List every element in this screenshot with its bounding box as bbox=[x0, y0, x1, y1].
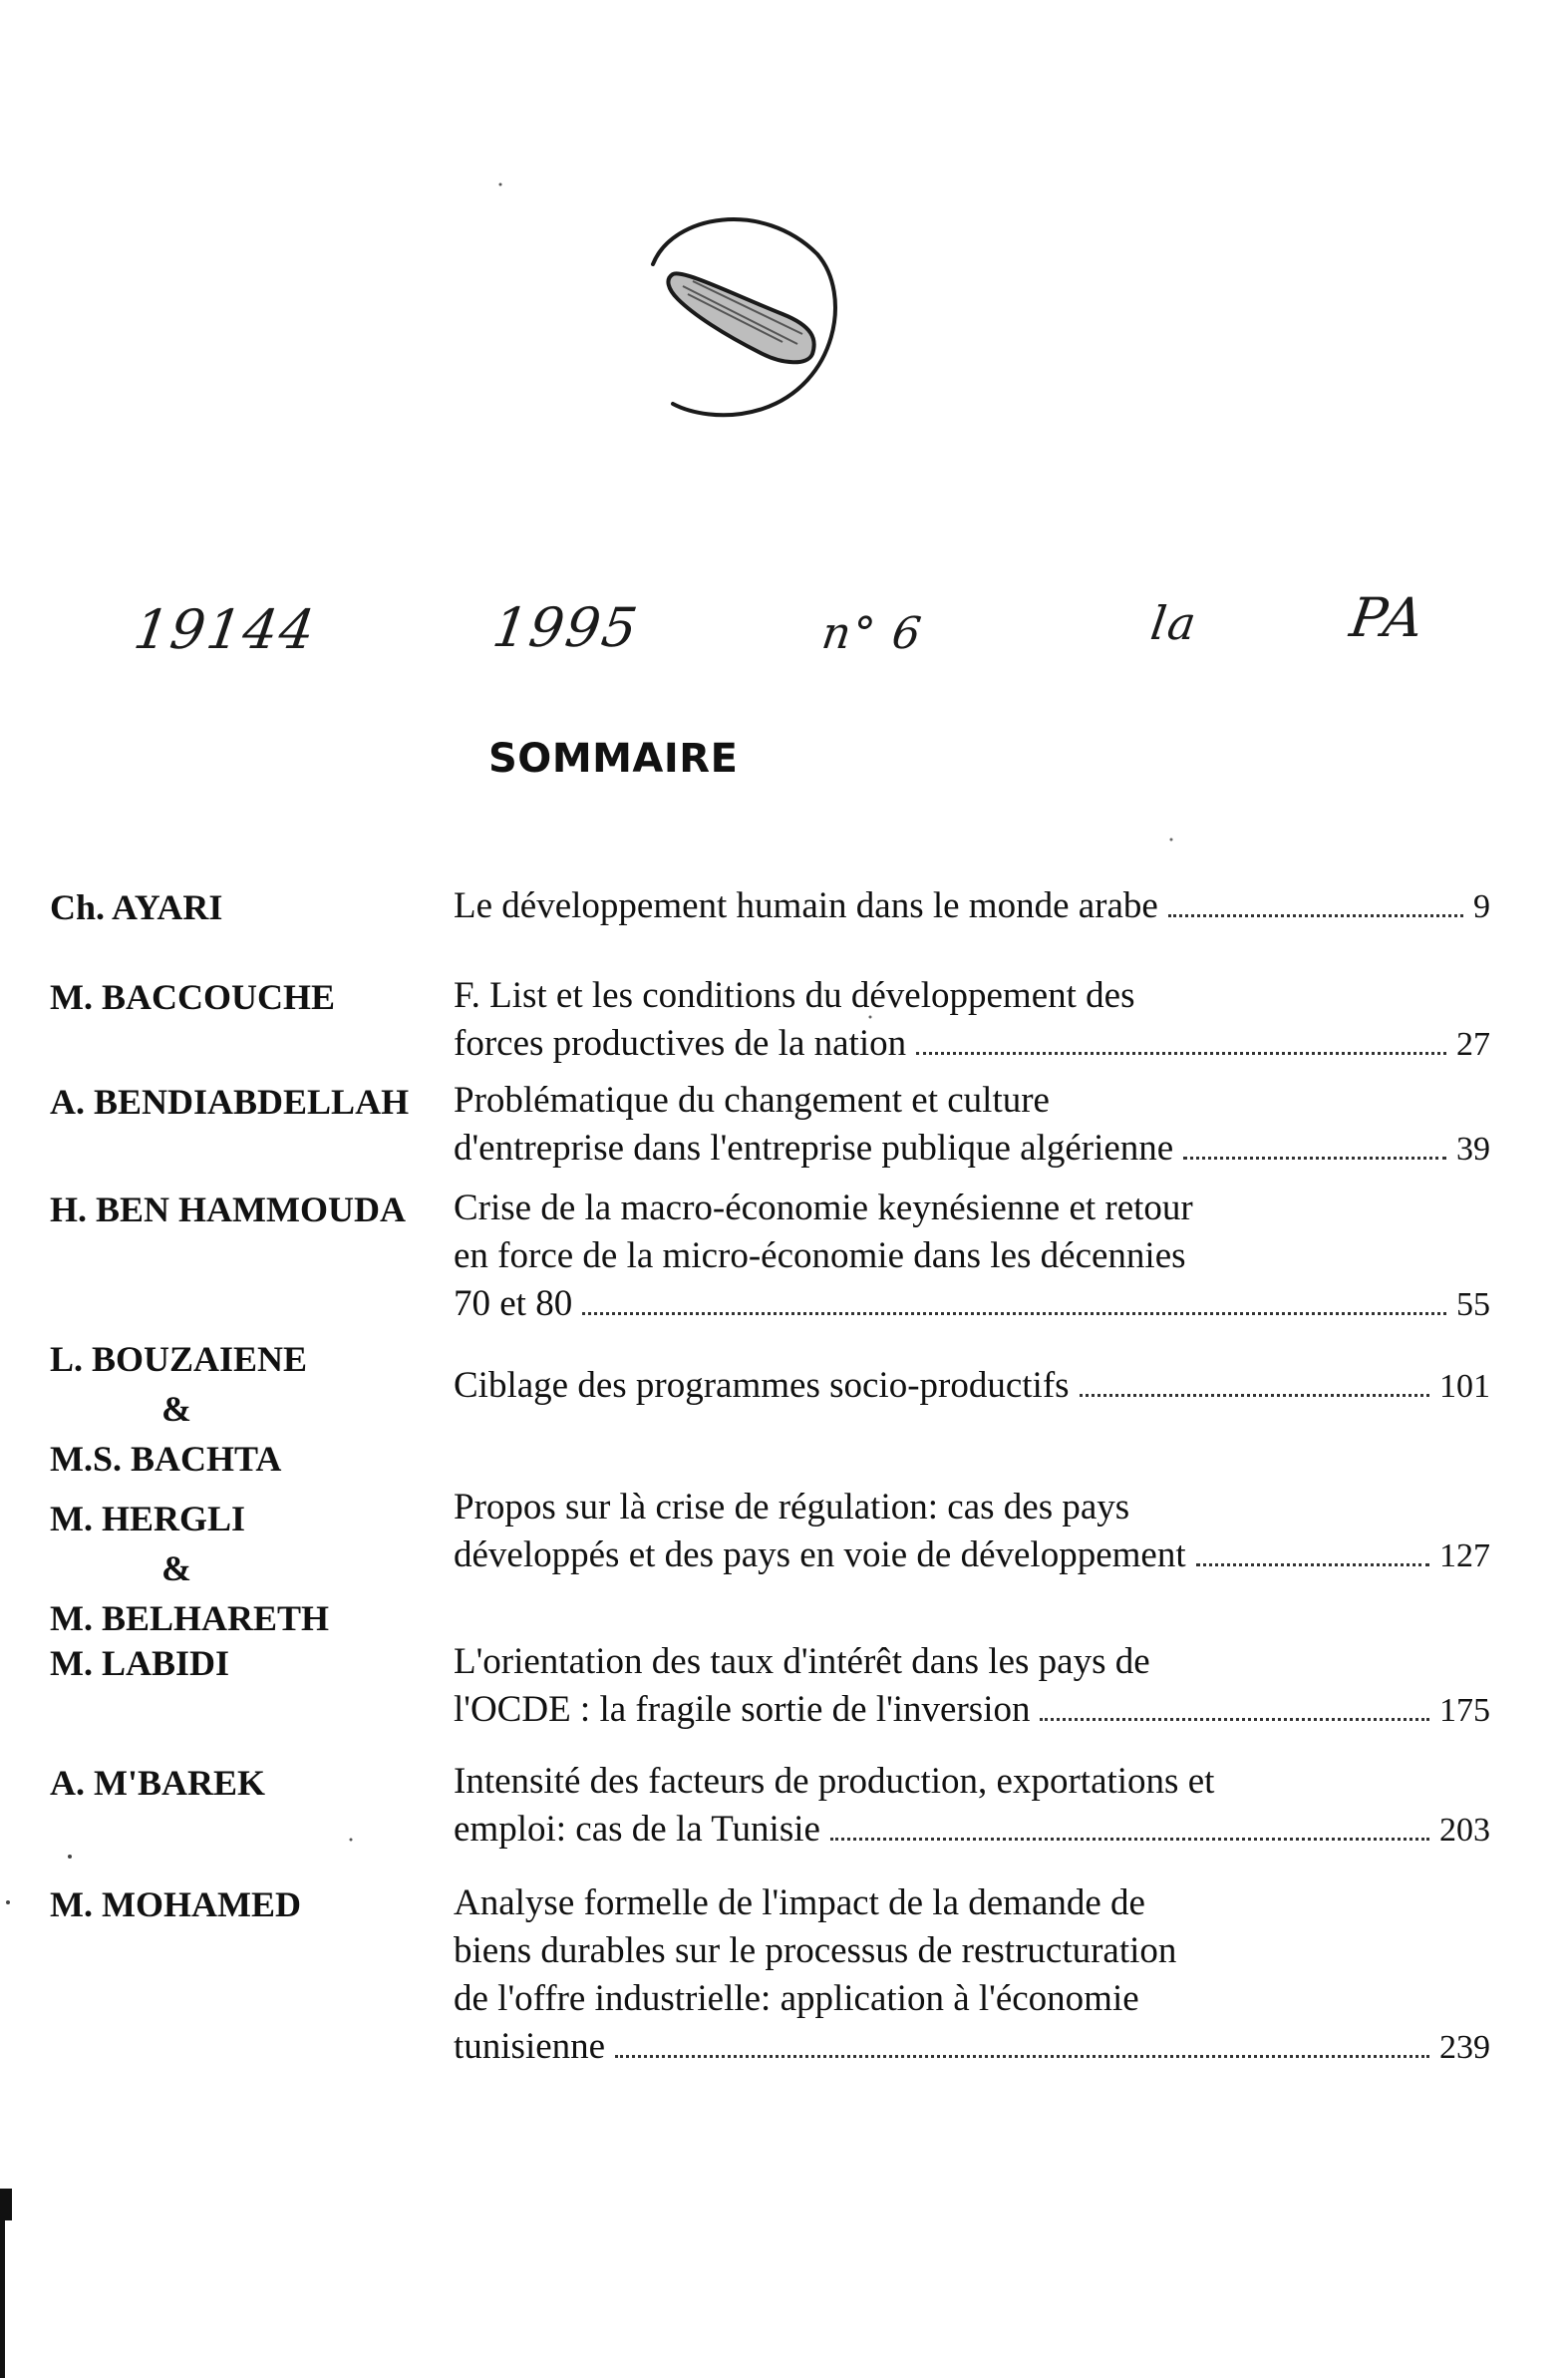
article-title-line: Propos sur là crise de régulation: cas des pays bbox=[454, 1487, 1130, 1528]
author-name: M. BELHARETH bbox=[50, 1598, 330, 1638]
handwritten-note: 19144 bbox=[130, 598, 321, 661]
entry-last-line bbox=[454, 1020, 1490, 1069]
entry-authors bbox=[50, 1879, 449, 1929]
entry-article bbox=[454, 1362, 1490, 1411]
entry-last-line bbox=[454, 2023, 1490, 2072]
entry-article bbox=[454, 1484, 1490, 1580]
article-title-line: biens durables sur le processus de restructuration bbox=[454, 1930, 1177, 1971]
leader-dots bbox=[615, 2054, 1429, 2058]
entry-authors bbox=[50, 1638, 449, 1688]
author-name: Ch. AYARI bbox=[50, 887, 223, 927]
handwritten-note: PA bbox=[1346, 586, 1429, 649]
entry-article bbox=[454, 1185, 1490, 1329]
entry-authors bbox=[50, 1185, 449, 1234]
handwritten-note: la bbox=[1147, 596, 1201, 650]
author-name: L. BOUZAIENE bbox=[50, 1339, 308, 1379]
article-title-line: tunisienne bbox=[454, 2026, 606, 2067]
entry-last-line bbox=[454, 1280, 1490, 1329]
author-name: H. BEN HAMMOUDA bbox=[50, 1189, 406, 1229]
entry-article bbox=[454, 882, 1490, 931]
author-name: M. MOHAMED bbox=[50, 1884, 301, 1924]
author-name: M. BACCOUCHE bbox=[50, 977, 335, 1017]
entry-authors bbox=[50, 1334, 449, 1484]
author-ampersand: & bbox=[161, 1548, 191, 1588]
article-title-line: L'orientation des taux d'intérêt dans les pays de bbox=[454, 1641, 1150, 1682]
article-title-line: de l'offre industrielle: application à l'économie bbox=[454, 1978, 1139, 2019]
entry-article bbox=[454, 1077, 1490, 1174]
author-name: M. HERGLI bbox=[50, 1499, 246, 1538]
article-title-line: Intensité des facteurs de production, exportations et bbox=[454, 1761, 1215, 1802]
entry-authors bbox=[50, 1758, 449, 1808]
entry-last-line bbox=[454, 1531, 1490, 1580]
library-stamp bbox=[613, 194, 852, 424]
page-number: 55 bbox=[1456, 1286, 1490, 1323]
author-name: A. BENDIABDELLAH bbox=[50, 1082, 410, 1122]
page-number: 9 bbox=[1473, 888, 1490, 925]
page-title: SOMMAIRE bbox=[488, 736, 739, 782]
article-title-line: d'entreprise dans l'entreprise publique algérienne bbox=[454, 1128, 1174, 1169]
entry-last-line bbox=[454, 1362, 1490, 1411]
article-title-line: Problématique du changement et culture bbox=[454, 1080, 1050, 1121]
entry-last-line bbox=[454, 1125, 1490, 1174]
article-title-line: F. List et les conditions du développement des bbox=[454, 975, 1135, 1016]
article-title-line: développés et des pays en voie de développement bbox=[454, 1534, 1186, 1575]
entry-authors bbox=[50, 882, 449, 932]
page-number: 27 bbox=[1456, 1026, 1490, 1063]
entry-article bbox=[454, 1879, 1490, 2072]
page-number: 101 bbox=[1439, 1368, 1490, 1405]
scan-margin-tick bbox=[5, 2189, 12, 2220]
author-name: A. M'BAREK bbox=[50, 1763, 265, 1803]
entry-article bbox=[454, 972, 1490, 1069]
entry-last-line bbox=[454, 1806, 1490, 1855]
entry-authors bbox=[50, 972, 449, 1022]
article-title-line: l'OCDE : la fragile sortie de l'inversion bbox=[454, 1689, 1031, 1730]
article-title-line: en force de la micro-économie dans les décennies bbox=[454, 1235, 1186, 1276]
handwritten-note: 1995 bbox=[488, 596, 643, 659]
entry-last-line bbox=[454, 1686, 1490, 1735]
page-number: 39 bbox=[1456, 1131, 1490, 1168]
leader-dots bbox=[1196, 1562, 1429, 1566]
entry-authors bbox=[50, 1077, 449, 1127]
article-title-line: forces productives de la nation bbox=[454, 1023, 907, 1064]
article-title-line: Crise de la macro-économie keynésienne et retour bbox=[454, 1188, 1193, 1228]
author-name: M.S. BACHTA bbox=[50, 1439, 282, 1479]
entry-authors bbox=[50, 1494, 449, 1643]
leader-dots bbox=[830, 1837, 1429, 1841]
page-number: 203 bbox=[1439, 1812, 1490, 1849]
article-title-line: 70 et 80 bbox=[454, 1283, 573, 1324]
leader-dots bbox=[582, 1311, 1446, 1315]
entry-article bbox=[454, 1638, 1490, 1735]
leader-dots bbox=[916, 1051, 1446, 1055]
leader-dots bbox=[1080, 1393, 1429, 1397]
author-ampersand: & bbox=[161, 1389, 191, 1429]
handwritten-notes bbox=[0, 588, 1568, 678]
article-title-line: Analyse formelle de l'impact de la demande de bbox=[454, 1882, 1145, 1923]
handwritten-note: n° 6 bbox=[818, 608, 926, 659]
page-number: 175 bbox=[1439, 1692, 1490, 1729]
leader-dots bbox=[1183, 1156, 1446, 1160]
article-title-line: Le développement humain dans le monde arabe bbox=[454, 885, 1158, 926]
leader-dots bbox=[1168, 913, 1463, 917]
article-title-line: emploi: cas de la Tunisie bbox=[454, 1809, 820, 1850]
author-name: M. LABIDI bbox=[50, 1643, 230, 1683]
entry-article bbox=[454, 1758, 1490, 1855]
page-number: 239 bbox=[1439, 2029, 1490, 2066]
entry-last-line bbox=[454, 882, 1490, 931]
leader-dots bbox=[1040, 1717, 1429, 1721]
article-title-line: Ciblage des programmes socio-productifs bbox=[454, 1365, 1070, 1406]
page-number: 127 bbox=[1439, 1537, 1490, 1574]
